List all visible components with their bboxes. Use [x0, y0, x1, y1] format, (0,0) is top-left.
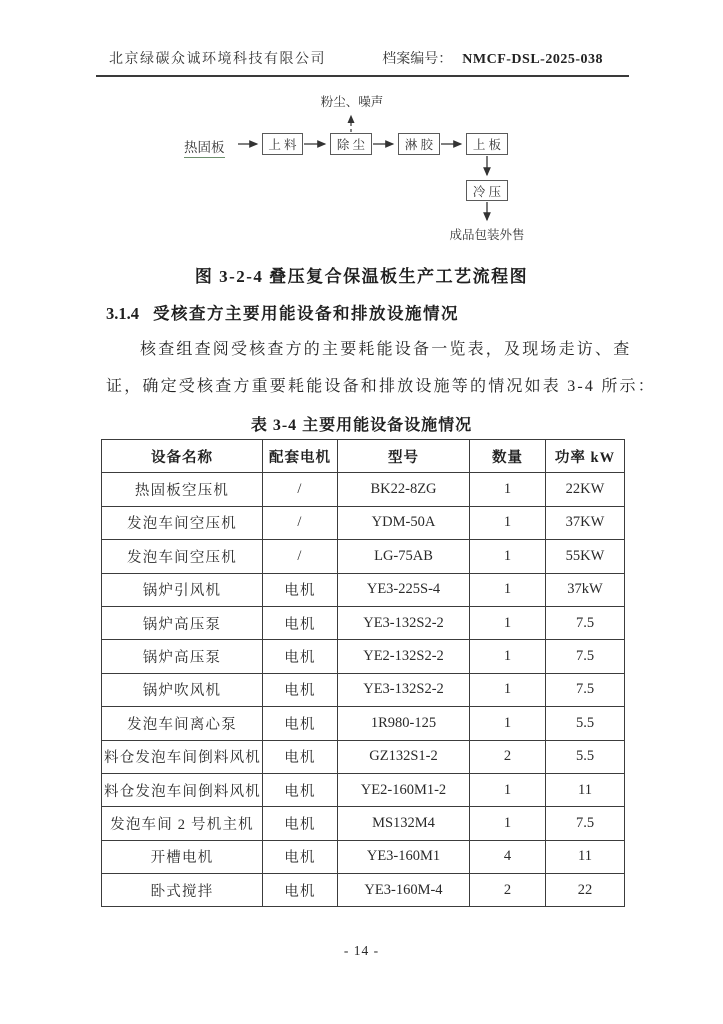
- table-cell: 发泡车间空压机: [102, 506, 263, 539]
- table-cell: 料仓发泡车间倒料风机: [102, 740, 263, 773]
- table-cell: 4: [470, 840, 546, 873]
- paragraph-line-1: 核查组查阅受核查方的主要耗能设备一览表，及现场走访、查: [140, 341, 632, 358]
- table-cell: 电机: [263, 840, 338, 873]
- table-cell: 开槽电机: [102, 840, 263, 873]
- process-flowchart: [140, 88, 580, 253]
- table-row: [102, 473, 625, 506]
- table-cell: 电机: [263, 773, 338, 806]
- table-cell: 卧式搅拌: [102, 874, 263, 907]
- flow-step-boarding: 上 板: [466, 133, 508, 155]
- table-cell: 5.5: [546, 707, 625, 740]
- table-cell: YE2-132S2-2: [338, 640, 470, 673]
- table-cell: YE3-132S2-2: [338, 673, 470, 706]
- table-cell: 锅炉高压泵: [102, 640, 263, 673]
- table-cell: 电机: [263, 874, 338, 907]
- table-cell: 22: [546, 874, 625, 907]
- table-cell: 电机: [263, 740, 338, 773]
- table-cell: 电机: [263, 606, 338, 639]
- page-header: [96, 48, 629, 77]
- page-number: - 14 -: [343, 943, 380, 958]
- archive-number: NMCF-DSL-2025-038: [462, 52, 603, 67]
- table-body: [102, 473, 625, 907]
- table-cell: 发泡车间空压机: [102, 540, 263, 573]
- table-cell: YE2-160M1-2: [338, 773, 470, 806]
- table-cell: 22KW: [546, 473, 625, 506]
- table-cell: YE3-225S-4: [338, 573, 470, 606]
- flow-step-feeding: 上 料: [262, 133, 303, 155]
- table-cell: 1: [470, 606, 546, 639]
- table-cell: YE3-160M1: [338, 840, 470, 873]
- table-row: [102, 640, 625, 673]
- table-cell: /: [263, 506, 338, 539]
- table-row: [102, 874, 625, 907]
- table-cell: YDM-50A: [338, 506, 470, 539]
- section-heading: [106, 300, 459, 324]
- output-product-label: 成品包装外售: [449, 228, 525, 242]
- table-cell: 电机: [263, 573, 338, 606]
- table-cell: 锅炉引风机: [102, 573, 263, 606]
- table-row: [102, 673, 625, 706]
- table-cell: 1: [470, 640, 546, 673]
- flow-step-gluing: 淋 胶: [398, 133, 440, 155]
- flow-step-dedusting: 除 尘: [330, 133, 372, 155]
- column-header: 配套电机: [263, 440, 338, 473]
- table-row: [102, 540, 625, 573]
- table-cell: 2: [470, 740, 546, 773]
- table-cell: GZ132S1-2: [338, 740, 470, 773]
- table-cell: 电机: [263, 807, 338, 840]
- table-cell: /: [263, 540, 338, 573]
- table-cell: 7.5: [546, 673, 625, 706]
- equipment-table: [101, 439, 625, 907]
- table-cell: 37KW: [546, 506, 625, 539]
- table-cell: MS132M4: [338, 807, 470, 840]
- table-cell: 1R980-125: [338, 707, 470, 740]
- emission-label: 粉尘、噪声: [320, 95, 384, 109]
- table-cell: 11: [546, 840, 625, 873]
- archive-label: 档案编号：: [382, 52, 453, 67]
- table-cell: 锅炉高压泵: [102, 606, 263, 639]
- column-header: 设备名称: [102, 440, 263, 473]
- section-number: 3.1.4: [106, 304, 139, 323]
- table-cell: 1: [470, 506, 546, 539]
- input-material-label: 热固板: [184, 136, 225, 158]
- table-cell: 发泡车间 2 号机主机: [102, 807, 263, 840]
- table-cell: 1: [470, 773, 546, 806]
- table-cell: 电机: [263, 640, 338, 673]
- flow-step-cold-press: 冷 压: [466, 180, 508, 201]
- table-cell: 1: [470, 807, 546, 840]
- table-cell: 7.5: [546, 807, 625, 840]
- table-cell: 7.5: [546, 640, 625, 673]
- company-name: 北京绿碳众诚环境科技有限公司: [109, 52, 326, 67]
- table-cell: 热固板空压机: [102, 473, 263, 506]
- table-cell: 电机: [263, 707, 338, 740]
- table-caption: 表 3-4 主要用能设备设施情况: [250, 417, 473, 434]
- table-cell: 1: [470, 707, 546, 740]
- paragraph-line-2: 证，确定受核查方重要耗能设备和排放设施等的情况如表 3-4 所示：: [106, 378, 656, 395]
- table-cell: 1: [470, 573, 546, 606]
- table-row: [102, 606, 625, 639]
- table-cell: LG-75AB: [338, 540, 470, 573]
- column-header: 功率 kW: [546, 440, 625, 473]
- table-cell: 37kW: [546, 573, 625, 606]
- table-cell: YE3-132S2-2: [338, 606, 470, 639]
- table-row: [102, 840, 625, 873]
- section-title: 受核查方主要用能设备和排放设施情况: [153, 304, 459, 323]
- archive-number-group: [382, 48, 603, 68]
- table-cell: 55KW: [546, 540, 625, 573]
- table-header-row: [102, 440, 625, 473]
- table-cell: 1: [470, 673, 546, 706]
- table-row: [102, 807, 625, 840]
- table-cell: 料仓发泡车间倒料风机: [102, 773, 263, 806]
- table-cell: 2: [470, 874, 546, 907]
- table-row: [102, 773, 625, 806]
- table-row: [102, 573, 625, 606]
- table-cell: BK22-8ZG: [338, 473, 470, 506]
- figure-caption: 图 3-2-4 叠压复合保温板生产工艺流程图: [194, 267, 529, 286]
- table-cell: 发泡车间离心泵: [102, 707, 263, 740]
- table-row: [102, 707, 625, 740]
- table-cell: 锅炉吹风机: [102, 673, 263, 706]
- column-header: 数量: [470, 440, 546, 473]
- table-cell: 11: [546, 773, 625, 806]
- table-cell: YE3-160M-4: [338, 874, 470, 907]
- table-row: [102, 506, 625, 539]
- table-cell: 1: [470, 540, 546, 573]
- column-header: 型号: [338, 440, 470, 473]
- table-cell: 7.5: [546, 606, 625, 639]
- table-cell: 1: [470, 473, 546, 506]
- table-row: [102, 740, 625, 773]
- table-cell: 5.5: [546, 740, 625, 773]
- table-cell: 电机: [263, 673, 338, 706]
- table-cell: /: [263, 473, 338, 506]
